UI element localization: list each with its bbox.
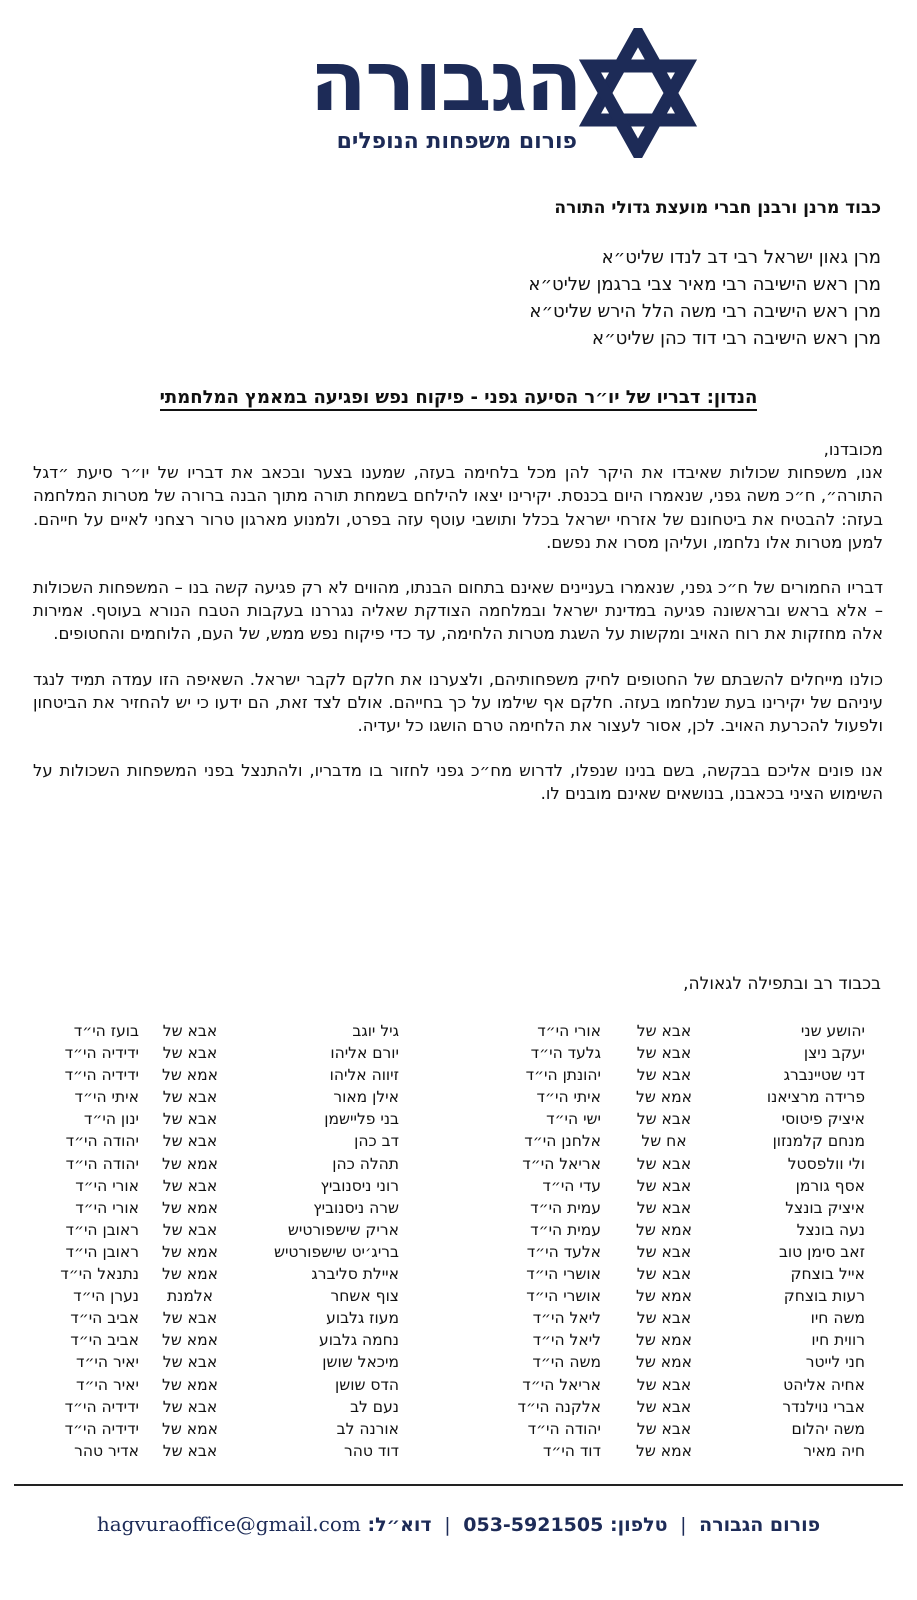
signatory-fallen: ליאל הי״ד [532, 1331, 601, 1350]
signatory-relation: אמא של [162, 1375, 218, 1394]
signatory-relation: אבא של [636, 1154, 692, 1173]
signatory-name: איילת סליברג [311, 1265, 399, 1284]
signatory-relation: אבא של [162, 1044, 218, 1063]
signatories-right-names [730, 1020, 865, 1462]
signatory-fallen: ראובן הי״ד [65, 1242, 139, 1261]
signatory-relation: אמא של [636, 1088, 692, 1107]
signatory-name: בריג׳יט שישפורטיש [273, 1242, 399, 1261]
signatories-left-fallen [19, 1020, 139, 1462]
signatory-relation: אבא של [636, 1309, 692, 1328]
signatory-fallen: נערן הי״ד [73, 1287, 139, 1306]
signatory-fallen: יאיר הי״ד [75, 1353, 139, 1372]
signatory-name: תהלה כהן [332, 1154, 399, 1173]
signatory-fallen: עדי הי״ד [542, 1176, 601, 1195]
signatory-fallen: יהודה הי״ד [527, 1419, 601, 1438]
letter-body [33, 438, 883, 828]
signatory-fallen: אביב הי״ד [70, 1309, 139, 1328]
signatory-relation: אבא של [636, 1397, 692, 1416]
signatory-name: שרה ניסנוביץ [313, 1198, 399, 1217]
signatory-name: צוף אשחר [330, 1287, 399, 1306]
signatory-name: מעוז גלבוע [326, 1309, 399, 1328]
signatory-relation: אבא של [162, 1397, 218, 1416]
signatory-relation: אח של [641, 1132, 687, 1151]
signatory-name: דני שטיינברג [783, 1066, 865, 1085]
subject-line [0, 386, 917, 410]
signatory-name: משה חיו [810, 1309, 865, 1328]
signatory-fallen: יהודה הי״ד [65, 1154, 139, 1173]
logo-title: הגבורה [309, 32, 581, 130]
signatory-relation: אבא של [636, 1110, 692, 1129]
signatory-name: אחיה אליהט [783, 1375, 865, 1394]
signatory-name: הדס שושן [335, 1375, 399, 1394]
signatory-relation: אמא של [162, 1242, 218, 1261]
rabbi-line: מרן ראש הישיבה רבי מאיר צבי ברגמן שליט״א [528, 274, 881, 295]
signatory-name: מנחם קלמנזון [772, 1132, 865, 1151]
signatory-relation: אבא של [162, 1110, 218, 1129]
signatory-name: זיווה אליהו [329, 1066, 399, 1085]
paragraph: אנו, משפחות שכולות שאיבדו את היקר להן מכל בלחימה בעזה, שמענו בצער ובכאב את דבריו של יו״ר סיעת ״דגל התורה״, ח״כ משה גפני, שנאמרו היום בכנסת. יקירינו יצאו להילחם בשמחת תורה מתוך הבנה ברורה של מטרות המלחמה בעזה: להבטיח את ביטחונם של אזרחי ישראל בכלל ותושבי עוטף עזה בפרט, ולמנוע מארגון טרור רצחני לאיים על חייהם. למען מטרות אלו נלחמו, ועליהן מסרו את נפשם. [33, 463, 883, 552]
signatory-name: זאב סימן טוב [778, 1242, 865, 1261]
logo-subtitle: פורום משפחות הנופלים [336, 129, 577, 154]
signatory-fallen: ראובן הי״ד [65, 1220, 139, 1239]
footer [0, 1510, 917, 1539]
signatory-fallen: אושרי הי״ד [526, 1265, 601, 1284]
paragraph: כולנו מייחלים להשבתם של החטופים לחיק משפחותיהם, ולצערנו את חלקם לקבר ישראל. השאיפה הזו עמדה תמיד לנגד עיניהם של יקירינו בעת שנלחמו בעזה. חלקם אף שילמו על כך בחייהם. אולם לצד זאת, הם ידעו כי יש להחזיר את הביטחון ולפעול להכרעת האויב. לכן, אסור לעצור את הלחימה טרם הושגו כל יעדיה. [33, 669, 883, 736]
signatory-name: גיל יוגב [352, 1022, 399, 1040]
signatory-fallen: אלקנה הי״ד [517, 1397, 601, 1416]
signatory-name: ולי וולפסטל [787, 1154, 865, 1173]
signatory-fallen: גלעד הי״ד [530, 1044, 601, 1063]
signatory-relation: אבא של [636, 1176, 692, 1195]
footer-org: פורום הגבורה [699, 1514, 821, 1536]
signatory-name: אורנה לב [336, 1419, 399, 1438]
signatories-right-relations [623, 1020, 705, 1462]
signatory-name: חיה מאיר [803, 1441, 865, 1460]
signatory-fallen: יהונתן הי״ד [525, 1066, 601, 1085]
signatory-relation: אבא של [162, 1022, 218, 1040]
signatory-name: איציק פיטוסי [781, 1110, 865, 1129]
signatory-relation: אבא של [636, 1066, 692, 1085]
signatory-fallen: אלחנן הי״ד [524, 1132, 601, 1151]
signatory-fallen: נתנאל הי״ד [60, 1265, 139, 1284]
paragraph: אנו פונים אליכם בבקשה, בשם בנינו שנפלו, לדרוש מח״כ גפני לחזור בו מדבריו, ולהתנצל בפני המשפחות השכולות על השימוש הציני בכאבנו, בנושאים שאינם מובנים לו. [33, 761, 883, 804]
signatory-name: אסף גורמן [795, 1176, 865, 1195]
signatory-relation: אבא של [636, 1375, 692, 1394]
signatory-name: נעם לב [350, 1397, 399, 1416]
signatory-relation: אבא של [636, 1198, 692, 1217]
signatory-fallen: אריאל הי״ד [522, 1154, 601, 1173]
footer-divider [14, 1484, 903, 1486]
closing: בכבוד רב ובתפילה לגאולה, [683, 974, 881, 994]
opening: מכובדנו, [823, 440, 883, 459]
signatory-relation: אבא של [636, 1242, 692, 1261]
signatory-relation: אמא של [162, 1066, 218, 1085]
signatory-relation: אבא של [162, 1353, 218, 1372]
signatory-fallen: יאיר הי״ד [75, 1375, 139, 1394]
signatory-fallen: איתי הי״ד [74, 1088, 139, 1107]
signatory-name: אילן מאור [333, 1088, 399, 1107]
signatory-fallen: אביב הי״ד [70, 1331, 139, 1350]
star-of-david-icon [578, 28, 698, 158]
signatory-fallen: אורי הי״ד [537, 1022, 601, 1040]
footer-separator: | [680, 1514, 687, 1536]
signatory-name: נחמה גלבוע [319, 1331, 399, 1350]
signatory-name: אברי נוילנדר [782, 1397, 865, 1416]
signatory-name: אריק שישפורטיש [287, 1220, 399, 1239]
signatory-name: פרידה מרציאנו [766, 1088, 865, 1107]
rabbi-line: מרן ראש הישיבה רבי דוד כהן שליט״א [592, 328, 881, 349]
footer-phone: 053-5921505 [463, 1514, 604, 1536]
signatory-relation: אמא של [162, 1198, 218, 1217]
signatory-name: יורם אליהו [330, 1044, 399, 1063]
footer-separator: | [444, 1514, 451, 1536]
signatory-relation: אלמנת [166, 1287, 214, 1306]
signatory-name: רעות בוצחק [783, 1287, 865, 1306]
signatory-name: יעקב ניצן [803, 1044, 865, 1063]
signatory-fallen: ידידיה הי״ד [64, 1419, 139, 1438]
signatory-fallen: איתי הי״ד [536, 1088, 601, 1107]
signatories-left-relations [149, 1020, 231, 1462]
signatory-name: נעה בונצל [796, 1220, 865, 1239]
signatory-name: דוד טהר [344, 1441, 399, 1460]
signatory-name: משה יהלום [791, 1419, 865, 1438]
signatory-fallen: ישי הי״ד [546, 1110, 601, 1129]
signatory-relation: אמא של [162, 1265, 218, 1284]
signatory-name: רוני ניסנוביץ [320, 1176, 399, 1195]
signatory-relation: אמא של [636, 1331, 692, 1350]
signatory-relation: אבא של [162, 1132, 218, 1151]
paragraph: דבריו החמורים של ח״כ גפני, שנאמרו בעניינים שאינם בתחום הבנתו, מהווים לא רק פגיעה קשה בנו – המשפחות השכולות – אלא בראש ובראשונה פגיעה במדינת ישראל ובמלחמה הצודקת שאליה נגררנו בעקבות הטבח הנורא בעוטף. אמירות אלה מחזקות את רוח האויב ומקשות על השגת מטרות הלחימה, עד כדי פיקוח נפש ממש, של העם, הלוחמים והחטופים. [33, 578, 883, 644]
signatory-fallen: עמית הי״ד [530, 1220, 601, 1239]
signatory-relation: אמא של [162, 1331, 218, 1350]
signatory-relation: אבא של [162, 1441, 218, 1460]
signatory-name: איציק בונצל [785, 1198, 865, 1217]
signatory-fallen: אושרי הי״ד [526, 1287, 601, 1306]
signatory-fallen: בועז הי״ד [73, 1022, 139, 1040]
signatory-relation: אבא של [162, 1176, 218, 1195]
signatory-relation: אבא של [636, 1419, 692, 1438]
signatory-fallen: עמית הי״ד [530, 1198, 601, 1217]
signatory-relation: אמא של [636, 1220, 692, 1239]
footer-phone-label: טלפון: [609, 1514, 668, 1536]
signatory-fallen: ידידיה הי״ד [64, 1044, 139, 1063]
signatory-relation: אבא של [162, 1088, 218, 1107]
signatory-name: יהושע שני [800, 1022, 865, 1040]
rabbi-line: מרן ראש הישיבה רבי משה הלל הירש שליט״א [529, 301, 881, 322]
signatory-fallen: ליאל הי״ד [532, 1309, 601, 1328]
salutation: כבוד מרנן ורבנן חברי מועצת גדולי התורה [554, 198, 881, 218]
signatory-fallen: ידידיה הי״ד [64, 1066, 139, 1085]
signatory-fallen: אריאל הי״ד [522, 1375, 601, 1394]
rabbis-list [36, 244, 881, 352]
signatory-relation: אבא של [636, 1265, 692, 1284]
signatory-relation: אמא של [636, 1287, 692, 1306]
signatory-relation: אמא של [636, 1441, 692, 1460]
signatory-fallen: אורי הי״ד [75, 1198, 139, 1217]
signatory-fallen: ידידיה הי״ד [64, 1397, 139, 1416]
signatory-fallen: דוד הי״ד [542, 1441, 601, 1460]
signatory-name: אייל בוצחק [790, 1265, 865, 1284]
subject-text: הנדון: דבריו של יו״ר הסיעה גפני - פיקוח נפש ופגיעה במאמץ המלחמתי [160, 387, 758, 411]
signatory-relation: אמא של [162, 1154, 218, 1173]
signatory-relation: אבא של [162, 1220, 218, 1239]
signatory-fallen: אלעד הי״ד [526, 1242, 601, 1261]
signatory-fallen: אורי הי״ד [75, 1176, 139, 1195]
footer-email[interactable]: hagvuraoffice@gmail.com [96, 1512, 361, 1536]
signatory-relation: אמא של [162, 1419, 218, 1438]
signatory-name: רווית חיו [811, 1331, 865, 1350]
signatory-name: חני לייטר [805, 1353, 865, 1372]
signatory-name: בני פליישמן [324, 1110, 399, 1129]
footer-email-label: דוא״ל: [367, 1514, 432, 1536]
signatory-relation: אבא של [636, 1044, 692, 1063]
signatory-fallen: משה הי״ד [532, 1353, 601, 1372]
signatories-left-names [239, 1020, 399, 1462]
signatory-fallen: אדיר טהר [74, 1441, 139, 1460]
signatory-name: מיכאל שושן [322, 1353, 399, 1372]
signatory-relation: אבא של [162, 1309, 218, 1328]
signatories-right-fallen [481, 1020, 601, 1462]
letterhead [0, 24, 917, 164]
rabbi-line: מרן גאון ישראל רבי דב לנדו שליט״א [601, 247, 881, 268]
signatory-name: דב כהן [354, 1132, 399, 1151]
signatory-relation: אבא של [636, 1022, 692, 1040]
signatory-fallen: יהודה הי״ד [65, 1132, 139, 1151]
signatory-fallen: ינון הי״ד [83, 1110, 139, 1129]
signatory-relation: אמא של [636, 1353, 692, 1372]
